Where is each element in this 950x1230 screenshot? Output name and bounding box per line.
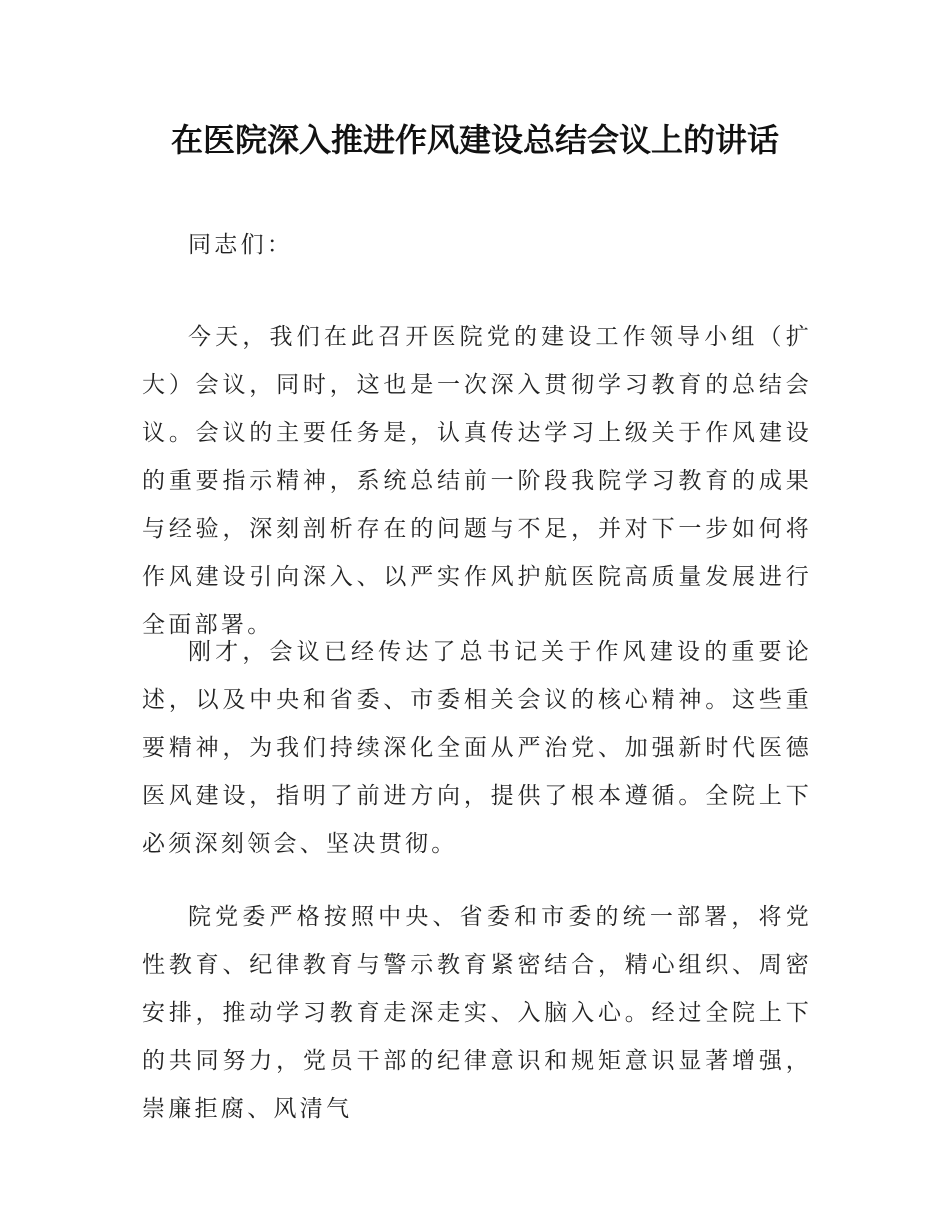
paragraph-1: 今天，我们在此召开医院党的建设工作领导小组（扩大）会议，同时，这也是一次深入贯彻学习教育的总结会议。会议的主要任务是，认真传达学习上级关于作风建设的重要指示精神，系统总结前一阶段我院学习教育的成果与经验，深刻剖析存在的问题与不足，并对下一步如何将作风建设引向深入、以严实作风护航医院高质量发展进行全面部署。 xyxy=(142,324,812,638)
paragraph-3: 院党委严格按照中央、省委和市委的统一部署，将党性教育、纪律教育与警示教育紧密结合，精心组织、周密安排，推动学习教育走深走实、入脑入心。经过全院上下的共同努力，党员干部的纪律意识和规矩意识显著增强，崇廉拒腐、风清气 xyxy=(142,904,812,1122)
paragraph-2: 刚才，会议已经传达了总书记关于作风建设的重要论述，以及中央和省委、市委相关会议的核心精神。这些重要精神，为我们持续深化全面从严治党、加强新时代医德医风建设，指明了前进方向，提供了根本遵循。全院上下必须深刻领会、坚决贯彻。 xyxy=(142,639,812,857)
document-title: 在医院深入推进作风建设总结会议上的讲话 xyxy=(170,121,779,159)
salutation: 同志们： xyxy=(188,232,294,258)
